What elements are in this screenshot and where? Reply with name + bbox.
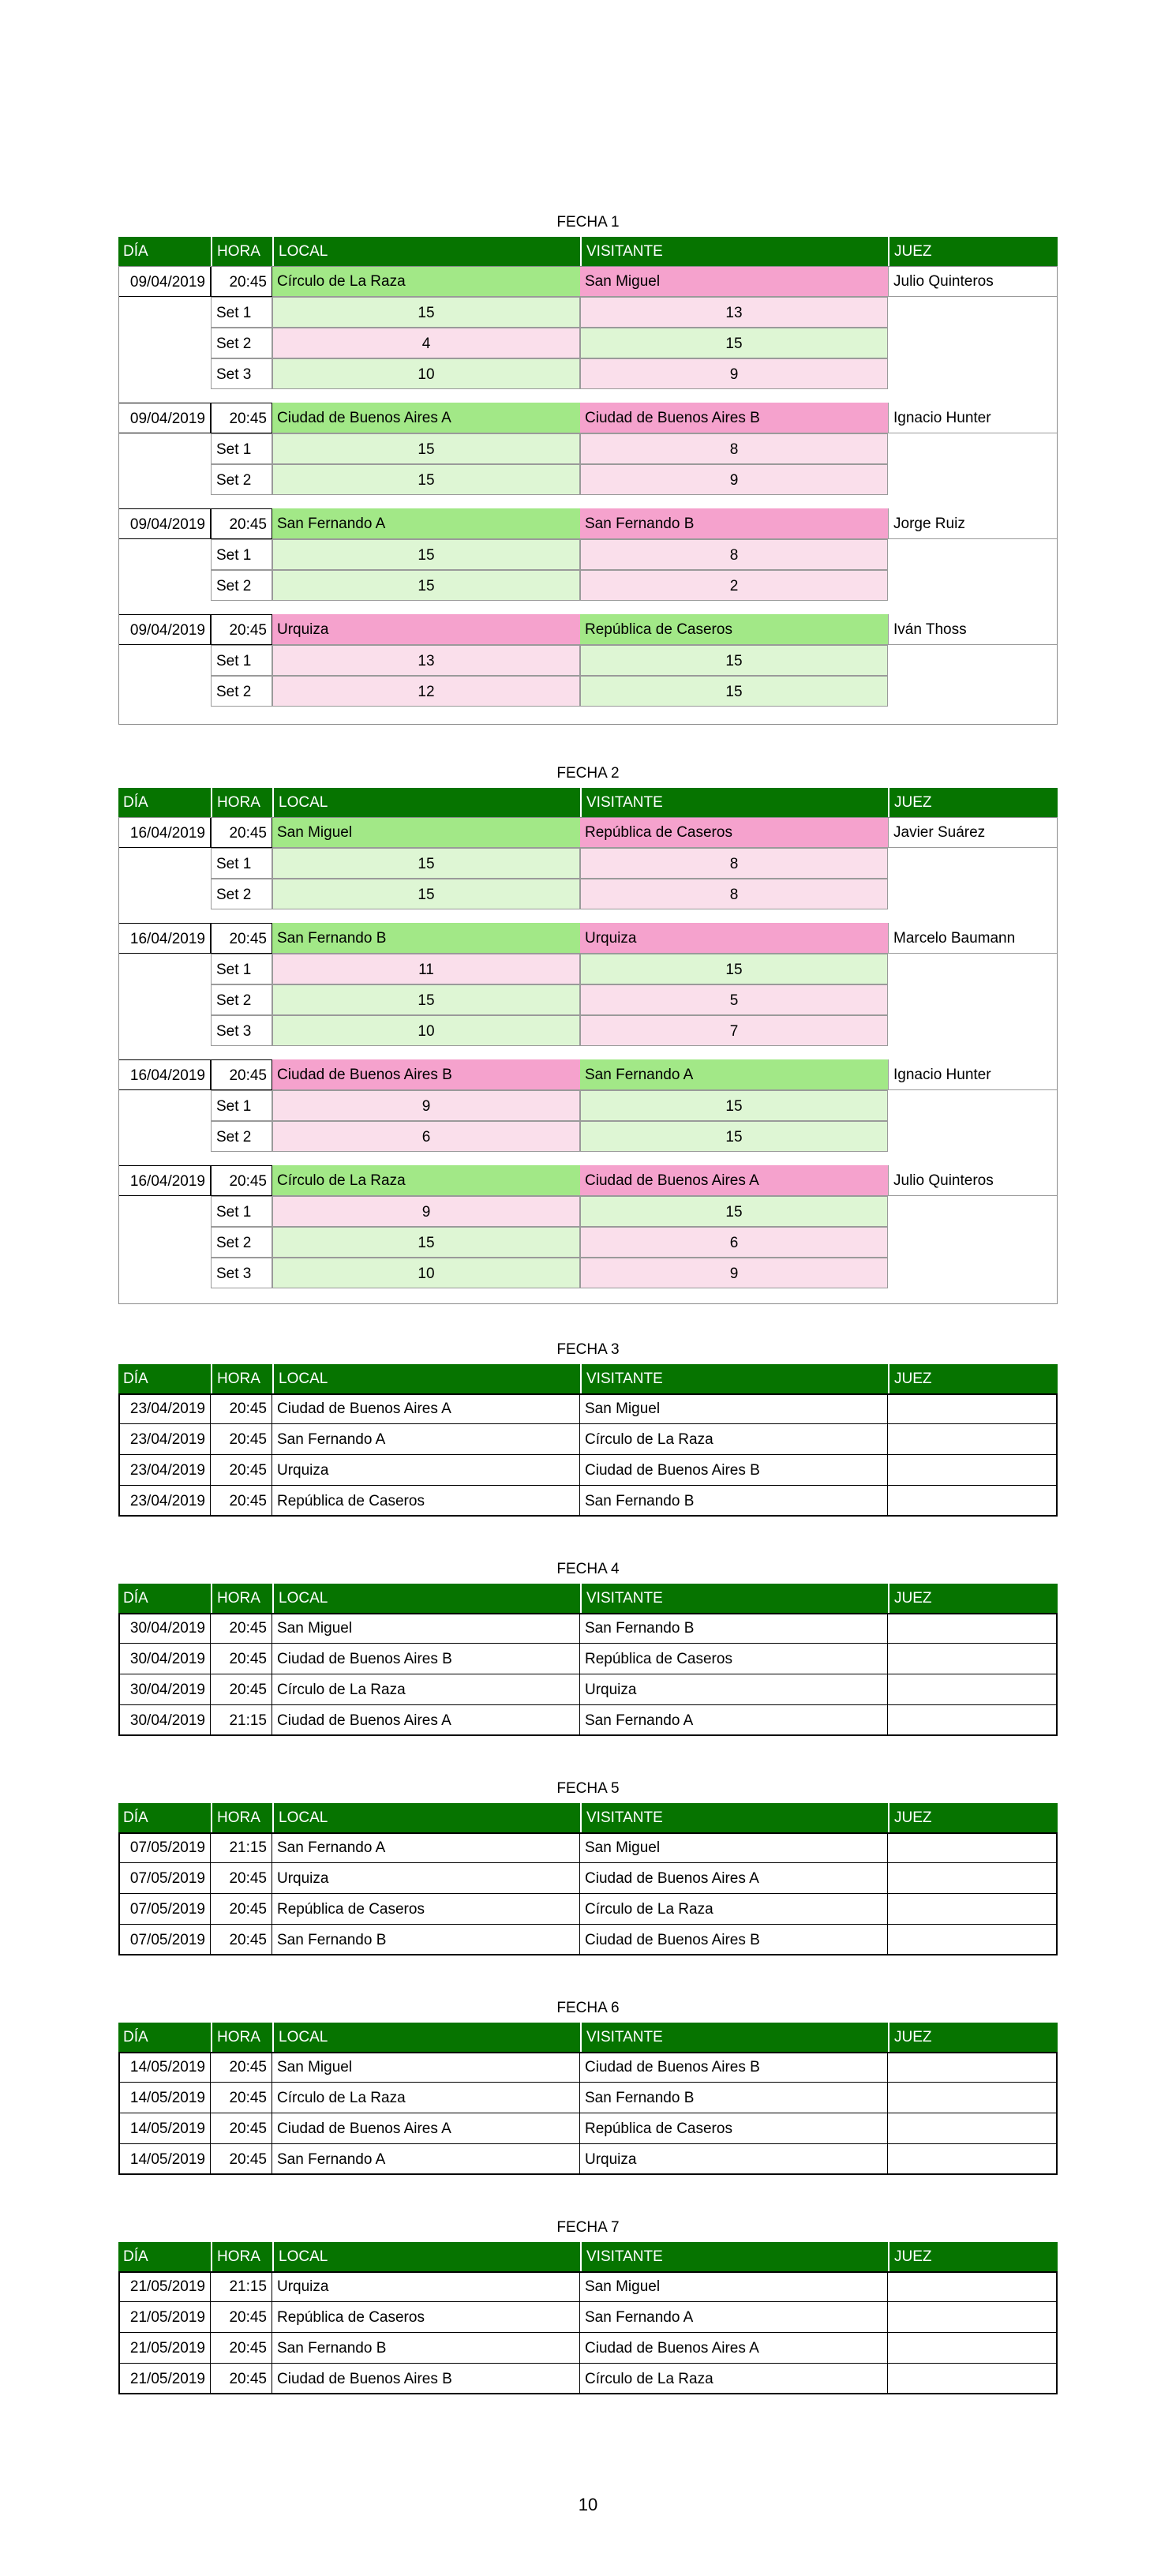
match-date: 09/04/2019 — [118, 266, 211, 297]
set-label: Set 1 — [211, 954, 272, 984]
match-date: 30/04/2019 — [118, 1705, 211, 1736]
match-time: 20:45 — [211, 1863, 272, 1894]
match-visitor-team: Ciudad de Buenos Aires A — [580, 1863, 888, 1894]
fecha-schedule-frame — [118, 2052, 1058, 2175]
set-local-score: 15 — [272, 570, 580, 601]
fecha-title: FECHA 1 — [556, 214, 620, 231]
match-date: 30/04/2019 — [118, 1613, 211, 1644]
fecha-schedule-frame — [118, 1393, 1058, 1517]
match-date: 23/04/2019 — [118, 1455, 211, 1486]
set-label: Set 2 — [211, 1121, 272, 1152]
header-visitante: VISITANTE — [580, 1803, 888, 1832]
header-juez: JUEZ — [888, 237, 1058, 266]
set-label: Set 1 — [211, 539, 272, 570]
match-visitor-team: Ciudad de Buenos Aires A — [580, 2333, 888, 2364]
match-date: 21/05/2019 — [118, 2271, 211, 2302]
match-time: 20:45 — [211, 508, 272, 539]
match-visitor-team: San Miguel — [580, 2271, 888, 2302]
page-number: 10 — [578, 2495, 598, 2514]
match-time: 20:45 — [211, 1894, 272, 1925]
set-visitor-score: 15 — [580, 954, 888, 984]
match-local-team: San Fernando A — [272, 2144, 580, 2175]
match-visitor-team: San Fernando B — [580, 2083, 888, 2113]
match-local-team: San Fernando A — [272, 1424, 580, 1455]
match-visitor-team: República de Caseros — [580, 817, 888, 848]
match-local-team: San Miguel — [272, 2052, 580, 2083]
match-visitor-team: Ciudad de Buenos Aires B — [580, 1455, 888, 1486]
fecha-title: FECHA 2 — [556, 765, 620, 782]
header-juez: JUEZ — [888, 1584, 1058, 1613]
match-referee: Julio Quinteros — [888, 266, 1058, 297]
match-visitor-team: San Miguel — [580, 1393, 888, 1424]
set-local-score: 15 — [272, 879, 580, 909]
match-date: 14/05/2019 — [118, 2144, 211, 2175]
set-label: Set 1 — [211, 1196, 272, 1227]
fecha-title: FECHA 5 — [556, 1780, 620, 1797]
set-local-score: 10 — [272, 358, 580, 389]
header-juez: JUEZ — [888, 788, 1058, 817]
match-visitor-team: Ciudad de Buenos Aires B — [580, 2052, 888, 2083]
match-time: 20:45 — [211, 2113, 272, 2144]
match-time: 20:45 — [211, 2052, 272, 2083]
match-date: 23/04/2019 — [118, 1424, 211, 1455]
match-time: 20:45 — [211, 1424, 272, 1455]
match-visitor-team: Ciudad de Buenos Aires A — [580, 1165, 888, 1196]
match-time: 20:45 — [211, 2144, 272, 2175]
header-visitante: VISITANTE — [580, 237, 888, 266]
match-referee: Marcelo Baumann — [888, 923, 1058, 954]
match-visitor-team: Ciudad de Buenos Aires B — [580, 1925, 888, 1955]
match-time: 20:45 — [211, 614, 272, 645]
match-local-team: Urquiza — [272, 614, 580, 645]
header-local: LOCAL — [272, 2023, 580, 2052]
match-local-team: Urquiza — [272, 2271, 580, 2302]
match-local-team: San Fernando A — [272, 508, 580, 539]
match-local-team: Círculo de La Raza — [272, 1165, 580, 1196]
header-juez: JUEZ — [888, 2023, 1058, 2052]
match-date: 23/04/2019 — [118, 1393, 211, 1424]
set-label: Set 1 — [211, 433, 272, 464]
match-date: 14/05/2019 — [118, 2052, 211, 2083]
match-local-team: San Fernando B — [272, 923, 580, 954]
match-time: 20:45 — [211, 1165, 272, 1196]
set-local-score: 11 — [272, 954, 580, 984]
match-time: 21:15 — [211, 2271, 272, 2302]
match-time: 20:45 — [211, 2083, 272, 2113]
header-hora: HORA — [211, 2242, 272, 2271]
set-label: Set 3 — [211, 358, 272, 389]
header-juez: JUEZ — [888, 1803, 1058, 1832]
match-time: 20:45 — [211, 2364, 272, 2394]
match-time: 20:45 — [211, 403, 272, 433]
match-visitor-team: Círculo de La Raza — [580, 1424, 888, 1455]
fecha-title: FECHA 4 — [556, 1561, 620, 1577]
match-time: 20:45 — [211, 1674, 272, 1705]
match-local-team: Círculo de La Raza — [272, 2083, 580, 2113]
match-local-team: Urquiza — [272, 1863, 580, 1894]
match-local-team: Círculo de La Raza — [272, 266, 580, 297]
match-referee: Ignacio Hunter — [888, 1059, 1058, 1090]
header-dia: DÍA — [118, 1803, 211, 1832]
set-local-score: 6 — [272, 1121, 580, 1152]
match-local-team: Ciudad de Buenos Aires A — [272, 1393, 580, 1424]
match-date: 09/04/2019 — [118, 403, 211, 433]
match-date: 07/05/2019 — [118, 1925, 211, 1955]
match-visitor-team: San Fernando A — [580, 1059, 888, 1090]
match-local-team: República de Caseros — [272, 2302, 580, 2333]
header-hora: HORA — [211, 1803, 272, 1832]
set-visitor-score: 5 — [580, 984, 888, 1015]
match-date: 14/05/2019 — [118, 2083, 211, 2113]
header-juez: JUEZ — [888, 1364, 1058, 1393]
set-local-score: 10 — [272, 1258, 580, 1288]
header-dia: DÍA — [118, 1364, 211, 1393]
set-visitor-score: 6 — [580, 1227, 888, 1258]
header-dia: DÍA — [118, 237, 211, 266]
header-visitante: VISITANTE — [580, 2023, 888, 2052]
match-time: 20:45 — [211, 1486, 272, 1517]
match-time: 20:45 — [211, 2333, 272, 2364]
match-visitor-team: San Fernando A — [580, 1705, 888, 1736]
header-visitante: VISITANTE — [580, 788, 888, 817]
set-visitor-score: 8 — [580, 539, 888, 570]
set-visitor-score: 15 — [580, 1121, 888, 1152]
set-local-score: 15 — [272, 984, 580, 1015]
match-local-team: San Fernando A — [272, 1832, 580, 1863]
match-time: 20:45 — [211, 923, 272, 954]
match-referee: Ignacio Hunter — [888, 403, 1058, 433]
fecha-schedule-frame — [118, 1832, 1058, 1955]
header-dia: DÍA — [118, 788, 211, 817]
header-dia: DÍA — [118, 1584, 211, 1613]
set-visitor-score: 15 — [580, 645, 888, 676]
match-date: 09/04/2019 — [118, 614, 211, 645]
header-juez: JUEZ — [888, 2242, 1058, 2271]
set-label: Set 2 — [211, 570, 272, 601]
match-date: 07/05/2019 — [118, 1863, 211, 1894]
match-time: 20:45 — [211, 1059, 272, 1090]
match-visitor-team: San Fernando B — [580, 508, 888, 539]
fecha-results-frame — [118, 266, 1058, 725]
match-time: 20:45 — [211, 1613, 272, 1644]
set-label: Set 2 — [211, 464, 272, 495]
match-date: 21/05/2019 — [118, 2302, 211, 2333]
match-visitor-team: San Miguel — [580, 266, 888, 297]
set-label: Set 1 — [211, 848, 272, 879]
match-time: 20:45 — [211, 1644, 272, 1674]
match-date: 30/04/2019 — [118, 1674, 211, 1705]
header-hora: HORA — [211, 237, 272, 266]
set-visitor-score: 9 — [580, 1258, 888, 1288]
match-date: 23/04/2019 — [118, 1486, 211, 1517]
set-local-score: 15 — [272, 539, 580, 570]
set-visitor-score: 13 — [580, 297, 888, 328]
match-visitor-team: República de Caseros — [580, 2113, 888, 2144]
match-referee: Julio Quinteros — [888, 1165, 1058, 1196]
set-visitor-score: 8 — [580, 848, 888, 879]
match-date: 07/05/2019 — [118, 1894, 211, 1925]
set-label: Set 2 — [211, 984, 272, 1015]
header-hora: HORA — [211, 2023, 272, 2052]
header-dia: DÍA — [118, 2023, 211, 2052]
set-local-score: 15 — [272, 1227, 580, 1258]
match-local-team: San Miguel — [272, 1613, 580, 1644]
set-local-score: 4 — [272, 328, 580, 358]
match-local-team: Ciudad de Buenos Aires B — [272, 2364, 580, 2394]
match-date: 09/04/2019 — [118, 508, 211, 539]
set-visitor-score: 9 — [580, 358, 888, 389]
match-local-team: San Fernando B — [272, 1925, 580, 1955]
match-time: 20:45 — [211, 817, 272, 848]
match-local-team: San Fernando B — [272, 2333, 580, 2364]
set-label: Set 3 — [211, 1258, 272, 1288]
match-time: 20:45 — [211, 1925, 272, 1955]
match-time: 21:15 — [211, 1832, 272, 1863]
match-referee: Jorge Ruiz — [888, 508, 1058, 539]
match-visitor-team: República de Caseros — [580, 1644, 888, 1674]
match-date: 30/04/2019 — [118, 1644, 211, 1674]
match-date: 07/05/2019 — [118, 1832, 211, 1863]
header-local: LOCAL — [272, 1803, 580, 1832]
match-referee: Iván Thoss — [888, 614, 1058, 645]
set-local-score: 9 — [272, 1196, 580, 1227]
match-local-team: San Miguel — [272, 817, 580, 848]
set-label: Set 2 — [211, 879, 272, 909]
match-visitor-team: Ciudad de Buenos Aires B — [580, 403, 888, 433]
match-visitor-team: San Fernando A — [580, 2302, 888, 2333]
match-visitor-team: Urquiza — [580, 2144, 888, 2175]
header-visitante: VISITANTE — [580, 2242, 888, 2271]
match-date: 14/05/2019 — [118, 2113, 211, 2144]
set-local-score: 10 — [272, 1015, 580, 1046]
header-local: LOCAL — [272, 788, 580, 817]
set-label: Set 2 — [211, 676, 272, 707]
match-visitor-team: San Fernando B — [580, 1486, 888, 1517]
match-date: 16/04/2019 — [118, 817, 211, 848]
header-local: LOCAL — [272, 1364, 580, 1393]
match-time: 20:45 — [211, 266, 272, 297]
set-local-score: 15 — [272, 297, 580, 328]
header-local: LOCAL — [272, 2242, 580, 2271]
header-hora: HORA — [211, 1584, 272, 1613]
set-label: Set 2 — [211, 328, 272, 358]
fecha-schedule-frame — [118, 2271, 1058, 2394]
set-label: Set 2 — [211, 1227, 272, 1258]
set-visitor-score: 15 — [580, 676, 888, 707]
match-local-team: Ciudad de Buenos Aires B — [272, 1644, 580, 1674]
set-label: Set 1 — [211, 297, 272, 328]
match-local-team: Círculo de La Raza — [272, 1674, 580, 1705]
set-visitor-score: 15 — [580, 1196, 888, 1227]
match-visitor-team: San Fernando B — [580, 1613, 888, 1644]
match-local-team: Ciudad de Buenos Aires B — [272, 1059, 580, 1090]
set-local-score: 15 — [272, 433, 580, 464]
header-hora: HORA — [211, 788, 272, 817]
header-visitante: VISITANTE — [580, 1364, 888, 1393]
fecha-results-frame — [118, 817, 1058, 1304]
match-time: 20:45 — [211, 1455, 272, 1486]
header-dia: DÍA — [118, 2242, 211, 2271]
set-visitor-score: 15 — [580, 328, 888, 358]
match-local-team: Ciudad de Buenos Aires A — [272, 403, 580, 433]
match-time: 20:45 — [211, 1393, 272, 1424]
set-local-score: 15 — [272, 848, 580, 879]
match-visitor-team: Círculo de La Raza — [580, 1894, 888, 1925]
match-visitor-team: Urquiza — [580, 923, 888, 954]
header-hora: HORA — [211, 1364, 272, 1393]
match-date: 16/04/2019 — [118, 923, 211, 954]
match-visitor-team: Círculo de La Raza — [580, 2364, 888, 2394]
match-local-team: República de Caseros — [272, 1894, 580, 1925]
set-label: Set 1 — [211, 645, 272, 676]
set-visitor-score: 2 — [580, 570, 888, 601]
set-label: Set 3 — [211, 1015, 272, 1046]
match-date: 21/05/2019 — [118, 2333, 211, 2364]
set-visitor-score: 7 — [580, 1015, 888, 1046]
match-time: 21:15 — [211, 1705, 272, 1736]
set-visitor-score: 15 — [580, 1090, 888, 1121]
set-local-score: 9 — [272, 1090, 580, 1121]
match-time: 20:45 — [211, 2302, 272, 2333]
match-local-team: Ciudad de Buenos Aires A — [272, 1705, 580, 1736]
fecha-schedule-frame — [118, 1613, 1058, 1736]
set-local-score: 13 — [272, 645, 580, 676]
match-date: 16/04/2019 — [118, 1165, 211, 1196]
set-visitor-score: 8 — [580, 879, 888, 909]
fecha-title: FECHA 3 — [556, 1341, 620, 1358]
header-local: LOCAL — [272, 1584, 580, 1613]
set-local-score: 12 — [272, 676, 580, 707]
set-local-score: 15 — [272, 464, 580, 495]
match-visitor-team: Urquiza — [580, 1674, 888, 1705]
fecha-title: FECHA 6 — [556, 2000, 620, 2016]
header-local: LOCAL — [272, 237, 580, 266]
match-local-team: Urquiza — [272, 1455, 580, 1486]
fecha-title: FECHA 7 — [556, 2219, 620, 2236]
match-visitor-team: República de Caseros — [580, 614, 888, 645]
header-visitante: VISITANTE — [580, 1584, 888, 1613]
set-label: Set 1 — [211, 1090, 272, 1121]
match-referee: Javier Suárez — [888, 817, 1058, 848]
match-visitor-team: San Miguel — [580, 1832, 888, 1863]
match-local-team: Ciudad de Buenos Aires A — [272, 2113, 580, 2144]
set-visitor-score: 8 — [580, 433, 888, 464]
set-visitor-score: 9 — [580, 464, 888, 495]
match-date: 21/05/2019 — [118, 2364, 211, 2394]
match-local-team: República de Caseros — [272, 1486, 580, 1517]
match-date: 16/04/2019 — [118, 1059, 211, 1090]
